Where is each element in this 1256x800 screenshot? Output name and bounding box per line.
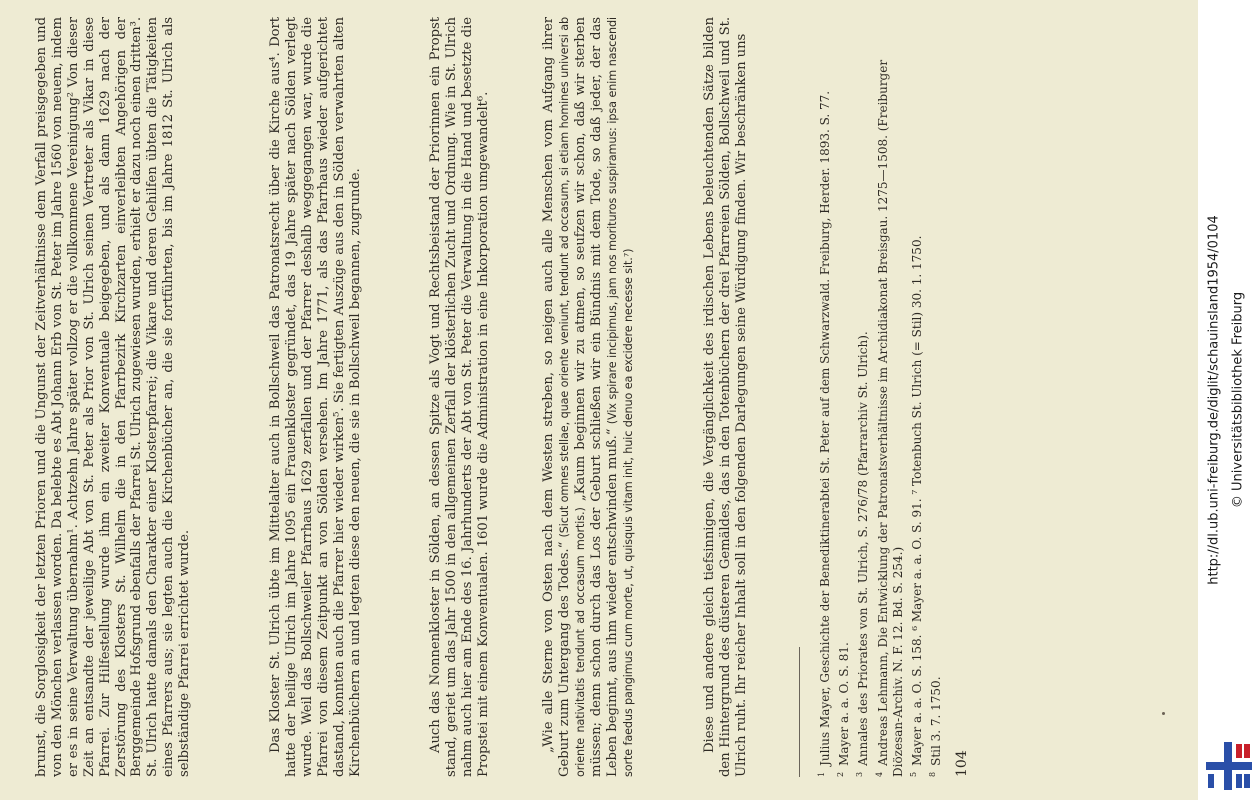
paragraph-1: brunst, die Sorglosigkeit der letzten Prioren und die Ungunst der Zeitverhältnisse dem Verfall preisgegeben und von den Mönchen verlassen worden. Da belebte es Abt Johann Erb von St. Peter im Jahre 1560 von neuem, indem er es in seine Verwaltung übernahm¹. Achtzehn Jahre später vollzog er die vollkommene Vereinigung² Von dieser Zeit an entsandte der jeweilige Abt von St. Peter als Prior von St. Ulrich seinen Vertreter als Vikar in diese Pfarrei. Zur Hilfestellung wurde ihm ein zweiter Konventuale beigegeben, und als dann 1629 nach der Zerstörung des Klosters St. Wilhelm die in den Pfarrbezirk Kirchzarten einverleibten Angehörigen der Berggemeinde Hofsgrund ebenfalls der Pfarrei St. Ulrich zugewiesen wurden, erhielt er dazu noch einen dritten³. St. Ulrich hatte damals den Charakter einer Klosterpfarrei; die Vikare und deren Gehilfen übten die Tätigkeiten eines Pfarrers aus; sie legten auch die Kirchenbücher an, die sie fortführten, bis im Jahre 1812 St. Ulrich als selbständige Pfarrei errichtet wurde. bbox=[34, 17, 193, 777]
paragraph-5: Diese und andere gleich tiefsinnigen, die Vergänglichkeit des irdischen Lebens beleuchtenden Sätze bilden den Hintergrund des düsteren Gemäldes, das in den Totenbüchern der drei Pfarreien Sölden, Bollschweil und St. Ulrich ruht. Ihr reicher Inhalt soll in den folgenden Darlegungen seine Würdigung finden. Wir beschränken uns bbox=[702, 17, 749, 777]
footnote-text: Annales des Priorates von St. Ulrich, S. 276/78 (Pfarrarchiv St. Ulrich). bbox=[856, 331, 871, 766]
footnote-8 bbox=[925, 17, 944, 777]
latin-quote-1: (Sicut omnes stellae, quae oriente veniunt, tendunt ad occasum, si etiam homines universi ab oriente nativitatis tendunt ad occasum mortis.) bbox=[557, 17, 587, 777]
source-url-link[interactable]: http://dl.ub.uni-freiburg.de/diglit/schauinsland1954/0104 bbox=[1206, 215, 1222, 585]
footnote-text: Mayer a. a. O. S. 158. ⁶ Mayer a. a. O. S. 91. ⁷ Totenbuch St. Ulrich (= Stil) 30. 1. 1750. bbox=[910, 235, 925, 766]
footnote-4 bbox=[872, 17, 906, 777]
quote-2: „Kaum beginnen wir zu atmen, so seufzen wir schon, daß wir sterben müssen; denn schon durch das Los der Geburt schließen wir ein Bündnis mit dem Tode, so daß jeder, der das Leben beginnt, aus ihm wieder entschwinden muß.“ bbox=[572, 17, 620, 777]
footnote-3 bbox=[852, 17, 871, 777]
paragraph-3: Auch das Nonnenkloster in Sölden, an dessen Spitze als Vogt und Rechtsbeistand der Priorinnen ein Propst stand, geriet um das Jahr 1500 in den allgemeinen Zerfall der klösterlichen Zucht und Ordnung. Wie in St. Ulrich nahm auch hier am Ende des 16. Jahrhunderts der Abt von St. Peter die Verwaltung in die Hand und besetzte die Propstei mit einem Konventualen. 1601 wurde die Administration in eine Inkorporation umgewandelt⁶. bbox=[428, 17, 491, 777]
footnote-number: 1 bbox=[817, 771, 826, 777]
footnote-number: 2 bbox=[836, 771, 846, 777]
footnote-text: Andreas Lehmann, Die Entwicklung der Patronatsverhältnisse im Archidiakonat Breisgau. 1275—1508. (Freiburger Diözesan-Archiv. N. F. 12. Bd. S. 254.) bbox=[875, 59, 905, 777]
footnote-rule bbox=[799, 647, 800, 777]
footnote-number: 3 bbox=[855, 771, 865, 777]
paragraph-4-quotes bbox=[541, 17, 636, 777]
paragraph-2: Das Kloster St. Ulrich übte im Mittelalter auch in Bollschweil das Patronatsrecht über die Kirche aus⁴. Dort hatte der heilige Ulrich im Jahre 1095 ein Frauenkloster gegründet, das 19 Jahre später nach Sölden verlegt wurde. Weil das Bollschweiler Pfarrhaus 1629 zerfallen und der Pfarrer deshalb weggegangen war, wurde die Pfarrei von diesem Zeitpunkt an von Sölden versehen. Im Jahre 1771, als das Pfarrhaus wieder aufgerichtet dastand, konnten auch die Pfarrer hier wieder wirken⁵. Sie fertigten Auszüge aus den in Sölden verwahrten alten Kirchenbüchern an und legten diese den neuen, die sie in Bollschweil begannen, zugrunde. bbox=[268, 17, 363, 777]
footnote-text: Julius Mayer, Geschichte der Benediktinerabtei St. Peter auf dem Schwarzwald. Freiburg, Herder. 1893. S. 77. bbox=[818, 90, 832, 766]
footnote-5 bbox=[906, 17, 925, 777]
quote-1: „Wie alle Sterne von Osten nach dem Westen streben, so neigen auch alle Menschen vom Aufgang ihrer Geburt zum Untergang des Todes.“ bbox=[541, 17, 572, 777]
page-number: 104 bbox=[954, 750, 970, 777]
footnote-number: 8 bbox=[928, 771, 938, 777]
footnote-number: 4 bbox=[874, 771, 884, 777]
library-logo-icon bbox=[1206, 742, 1252, 790]
footnote-1 bbox=[814, 17, 833, 777]
latin-quote-2: (Vix spirare incipimus, jam nos morituros suspiramus: ipsa enim nascendi sorte faedus pangimus cum morte, ut, quisquis vitam init, huic denuo ea excidere necesse sit.⁷) bbox=[605, 16, 635, 777]
page-text-block bbox=[14, 15, 1184, 785]
footnote-text: Stil 3. 7. 1750. bbox=[929, 676, 944, 766]
footnote-text: Mayer a. a. O. S. 81. bbox=[837, 642, 852, 766]
footnotes bbox=[814, 17, 944, 777]
copyright-notice: © Universitätsbibliothek Freiburg bbox=[1230, 291, 1246, 509]
footnote-2 bbox=[833, 17, 852, 777]
footnote-number: 5 bbox=[909, 771, 919, 777]
